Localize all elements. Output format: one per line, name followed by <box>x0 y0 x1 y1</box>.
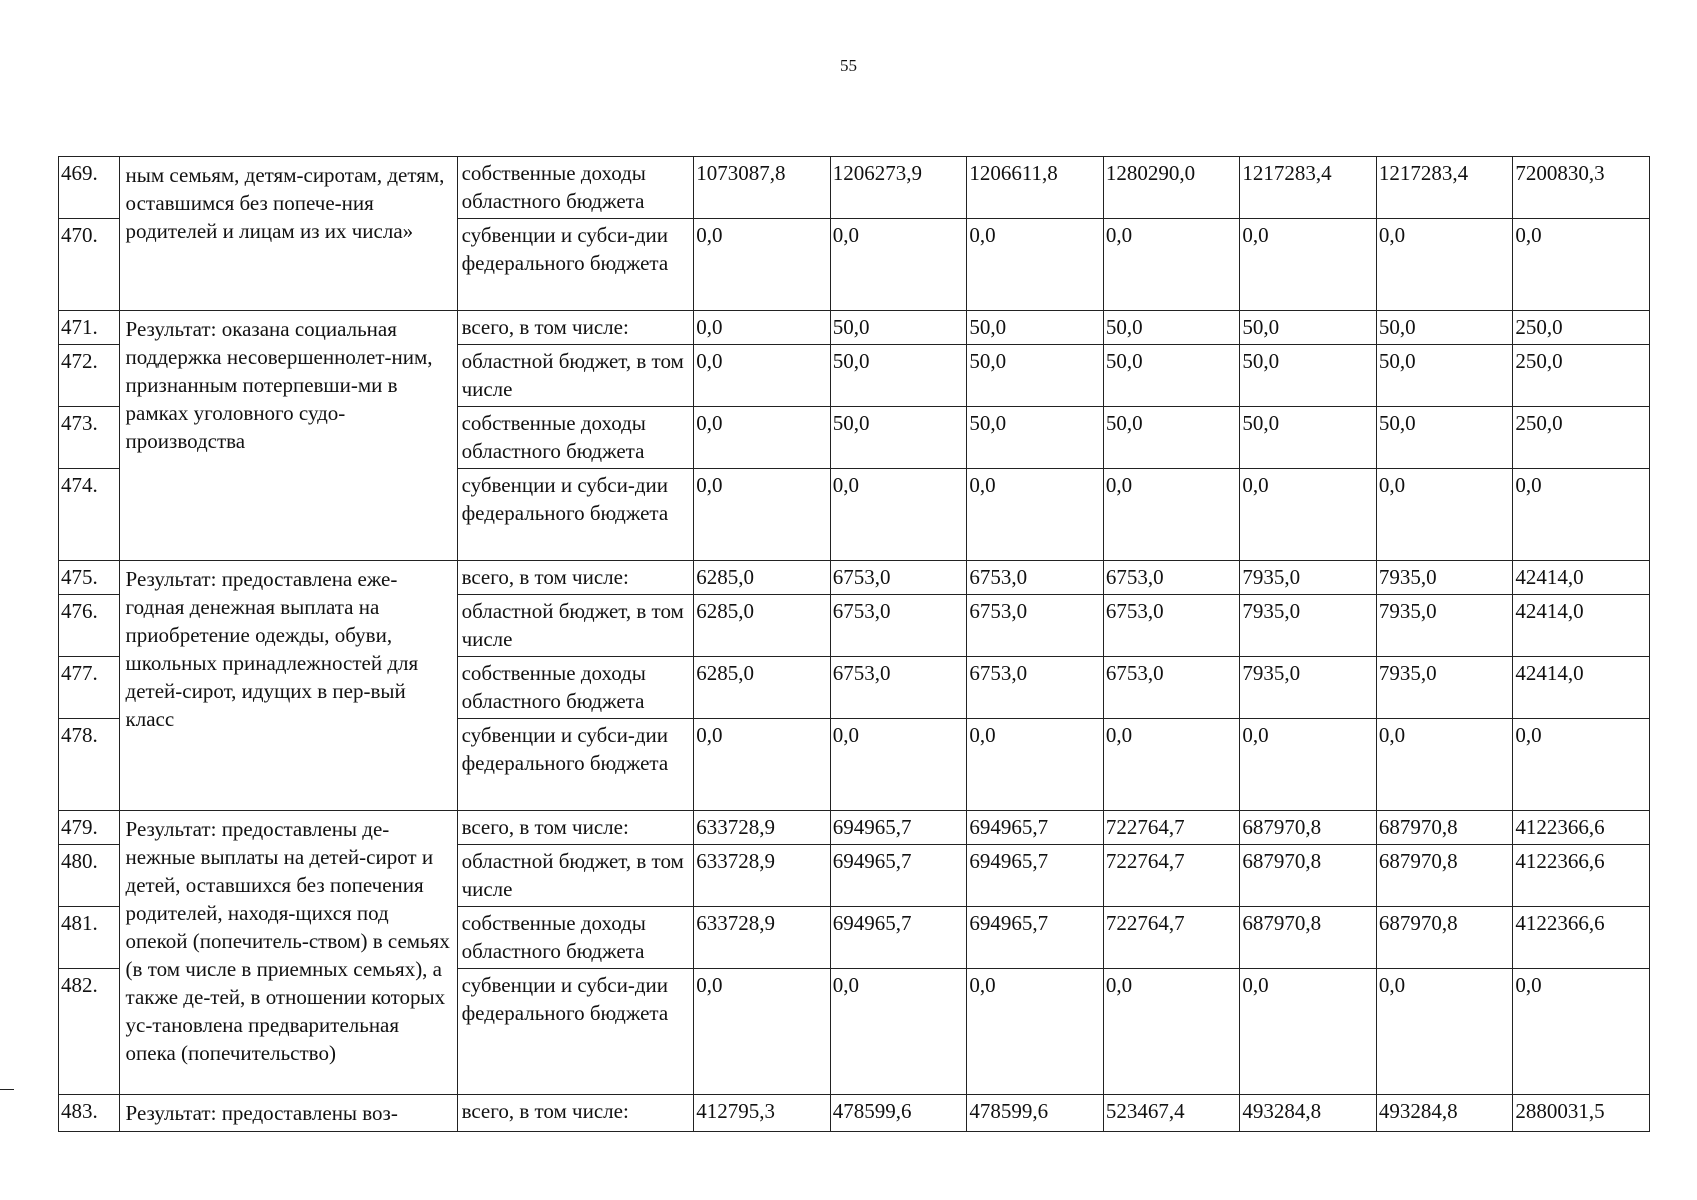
result-description: ным семьям, детям-сиротам, детям, оставшимся без попече-ния родителей и лицам из их числа» <box>119 157 457 311</box>
year-value-cell: 0,0 <box>694 719 831 811</box>
total-value-cell: 42414,0 <box>1513 657 1650 719</box>
row-number: 479. <box>59 811 120 845</box>
year-value-cell: 722764,7 <box>1103 907 1240 969</box>
year-value-cell: 523467,4 <box>1103 1095 1240 1132</box>
year-value-cell: 0,0 <box>967 719 1104 811</box>
year-value-cell: 6753,0 <box>967 657 1104 719</box>
year-value-cell: 694965,7 <box>830 845 967 907</box>
row-number: 482. <box>59 969 120 1095</box>
year-value-cell: 0,0 <box>1376 219 1513 311</box>
year-value-cell: 0,0 <box>830 969 967 1095</box>
year-value-cell: 6285,0 <box>694 595 831 657</box>
year-value-cell: 694965,7 <box>830 811 967 845</box>
page-number: 55 <box>840 56 857 75</box>
year-value-cell: 0,0 <box>830 469 967 561</box>
year-value-cell: 7935,0 <box>1240 561 1377 595</box>
year-value-cell: 7935,0 <box>1240 657 1377 719</box>
year-value-cell: 1073087,8 <box>694 157 831 219</box>
year-value-cell: 0,0 <box>694 969 831 1095</box>
year-value-cell: 50,0 <box>830 407 967 469</box>
row-number: 471. <box>59 311 120 345</box>
funding-source: субвенции и субси-дии федерального бюджета <box>457 469 694 561</box>
year-value-cell: 1217283,4 <box>1240 157 1377 219</box>
row-number: 473. <box>59 407 120 469</box>
year-value-cell: 0,0 <box>694 469 831 561</box>
total-value-cell: 0,0 <box>1513 469 1650 561</box>
year-value-cell: 6753,0 <box>967 561 1104 595</box>
total-value-cell: 0,0 <box>1513 219 1650 311</box>
year-value-cell: 722764,7 <box>1103 845 1240 907</box>
year-value-cell: 50,0 <box>967 407 1104 469</box>
row-number: 474. <box>59 469 120 561</box>
funding-source: собственные доходы областного бюджета <box>457 907 694 969</box>
total-value-cell: 42414,0 <box>1513 561 1650 595</box>
year-value-cell: 7935,0 <box>1376 561 1513 595</box>
result-description: Результат: предоставлены воз- <box>119 1095 457 1132</box>
year-value-cell: 1217283,4 <box>1376 157 1513 219</box>
year-value-cell: 0,0 <box>1240 719 1377 811</box>
year-value-cell: 50,0 <box>1376 345 1513 407</box>
total-value-cell: 0,0 <box>1513 969 1650 1095</box>
funding-source: субвенции и субси-дии федерального бюджета <box>457 219 694 311</box>
year-value-cell: 50,0 <box>1376 311 1513 345</box>
funding-source: всего, в том числе: <box>457 1095 694 1132</box>
result-description: Результат: предоставлены де-нежные выплаты на детей-сирот и детей, оставшихся без попечения родителей, находя-щихся под опекой (попечитель-ством) в семьях (в том числе в приемных семьях), а также де-тей, в отношении которых ус-тановлена предварительная опека (попечительство) <box>119 811 457 1095</box>
funding-source: всего, в том числе: <box>457 561 694 595</box>
year-value-cell: 0,0 <box>694 345 831 407</box>
total-value-cell: 250,0 <box>1513 311 1650 345</box>
table-row <box>59 311 1650 345</box>
funding-source: субвенции и субси-дии федерального бюджета <box>457 719 694 811</box>
year-value-cell: 493284,8 <box>1240 1095 1377 1132</box>
year-value-cell: 6753,0 <box>1103 657 1240 719</box>
row-number: 481. <box>59 907 120 969</box>
total-value-cell: 250,0 <box>1513 407 1650 469</box>
row-number: 478. <box>59 719 120 811</box>
row-number: 477. <box>59 657 120 719</box>
total-value-cell: 42414,0 <box>1513 595 1650 657</box>
row-number: 472. <box>59 345 120 407</box>
funding-source: всего, в том числе: <box>457 311 694 345</box>
year-value-cell: 0,0 <box>694 219 831 311</box>
year-value-cell: 694965,7 <box>967 845 1104 907</box>
year-value-cell: 50,0 <box>1240 311 1377 345</box>
year-value-cell: 0,0 <box>1103 719 1240 811</box>
year-value-cell: 6285,0 <box>694 657 831 719</box>
year-value-cell: 0,0 <box>1376 969 1513 1095</box>
total-value-cell: 4122366,6 <box>1513 907 1650 969</box>
year-value-cell: 6753,0 <box>967 595 1104 657</box>
year-value-cell: 6753,0 <box>1103 561 1240 595</box>
year-value-cell: 0,0 <box>1376 469 1513 561</box>
year-value-cell: 0,0 <box>694 311 831 345</box>
total-value-cell: 0,0 <box>1513 719 1650 811</box>
year-value-cell: 50,0 <box>967 345 1104 407</box>
year-value-cell: 0,0 <box>1103 969 1240 1095</box>
row-number: 480. <box>59 845 120 907</box>
funding-source: собственные доходы областного бюджета <box>457 157 694 219</box>
funding-source: областной бюджет, в том числе <box>457 845 694 907</box>
total-value-cell: 4122366,6 <box>1513 811 1650 845</box>
year-value-cell: 1280290,0 <box>1103 157 1240 219</box>
row-number: 475. <box>59 561 120 595</box>
row-number: 483. <box>59 1095 120 1132</box>
year-value-cell: 1206273,9 <box>830 157 967 219</box>
year-value-cell: 493284,8 <box>1376 1095 1513 1132</box>
table-row <box>59 811 1650 845</box>
row-number: 470. <box>59 219 120 311</box>
year-value-cell: 7935,0 <box>1376 595 1513 657</box>
year-value-cell: 412795,3 <box>694 1095 831 1132</box>
budget-table <box>58 156 1650 1132</box>
year-value-cell: 6285,0 <box>694 561 831 595</box>
result-description: Результат: предоставлена еже-годная денежная выплата на приобретение одежды, обуви, школьных принадлежностей для детей-сирот, идущих в пер-вый класс <box>119 561 457 811</box>
year-value-cell: 0,0 <box>967 469 1104 561</box>
year-value-cell: 0,0 <box>830 719 967 811</box>
year-value-cell: 0,0 <box>694 407 831 469</box>
result-description: Результат: оказана социальная поддержка несовершеннолет-ним, признанным потерпевши-ми в рамках уголовного судо-производства <box>119 311 457 561</box>
year-value-cell: 687970,8 <box>1240 845 1377 907</box>
year-value-cell: 633728,9 <box>694 811 831 845</box>
table-body <box>59 157 1650 1132</box>
year-value-cell: 687970,8 <box>1376 811 1513 845</box>
total-value-cell: 4122366,6 <box>1513 845 1650 907</box>
year-value-cell: 50,0 <box>1376 407 1513 469</box>
funding-source: областной бюджет, в том числе <box>457 345 694 407</box>
year-value-cell: 0,0 <box>1240 469 1377 561</box>
year-value-cell: 0,0 <box>967 219 1104 311</box>
year-value-cell: 50,0 <box>1240 345 1377 407</box>
year-value-cell: 687970,8 <box>1376 845 1513 907</box>
funding-source: всего, в том числе: <box>457 811 694 845</box>
year-value-cell: 687970,8 <box>1376 907 1513 969</box>
year-value-cell: 722764,7 <box>1103 811 1240 845</box>
table-row <box>59 561 1650 595</box>
year-value-cell: 7935,0 <box>1376 657 1513 719</box>
year-value-cell: 6753,0 <box>830 595 967 657</box>
year-value-cell: 50,0 <box>967 311 1104 345</box>
year-value-cell: 6753,0 <box>830 561 967 595</box>
total-value-cell: 7200830,3 <box>1513 157 1650 219</box>
year-value-cell: 50,0 <box>1103 407 1240 469</box>
year-value-cell: 694965,7 <box>967 907 1104 969</box>
year-value-cell: 50,0 <box>830 345 967 407</box>
total-value-cell: 2880031,5 <box>1513 1095 1650 1132</box>
year-value-cell: 0,0 <box>830 219 967 311</box>
year-value-cell: 633728,9 <box>694 845 831 907</box>
year-value-cell: 687970,8 <box>1240 907 1377 969</box>
year-value-cell: 687970,8 <box>1240 811 1377 845</box>
funding-source: собственные доходы областного бюджета <box>457 407 694 469</box>
funding-source: субвенции и субси-дии федерального бюджета <box>457 969 694 1095</box>
year-value-cell: 0,0 <box>1376 719 1513 811</box>
year-value-cell: 0,0 <box>1103 219 1240 311</box>
row-number: 469. <box>59 157 120 219</box>
year-value-cell: 0,0 <box>1103 469 1240 561</box>
year-value-cell: 694965,7 <box>967 811 1104 845</box>
year-value-cell: 478599,6 <box>967 1095 1104 1132</box>
year-value-cell: 694965,7 <box>830 907 967 969</box>
year-value-cell: 0,0 <box>1240 969 1377 1095</box>
funding-source: областной бюджет, в том числе <box>457 595 694 657</box>
table-row <box>59 157 1650 219</box>
year-value-cell: 6753,0 <box>830 657 967 719</box>
total-value-cell: 250,0 <box>1513 345 1650 407</box>
year-value-cell: 478599,6 <box>830 1095 967 1132</box>
row-number: 476. <box>59 595 120 657</box>
year-value-cell: 0,0 <box>1240 219 1377 311</box>
year-value-cell: 7935,0 <box>1240 595 1377 657</box>
year-value-cell: 50,0 <box>1103 311 1240 345</box>
margin-mark <box>0 1089 14 1090</box>
year-value-cell: 50,0 <box>1240 407 1377 469</box>
year-value-cell: 50,0 <box>830 311 967 345</box>
table-row <box>59 1095 1650 1132</box>
year-value-cell: 1206611,8 <box>967 157 1104 219</box>
year-value-cell: 0,0 <box>967 969 1104 1095</box>
year-value-cell: 6753,0 <box>1103 595 1240 657</box>
year-value-cell: 633728,9 <box>694 907 831 969</box>
funding-source: собственные доходы областного бюджета <box>457 657 694 719</box>
year-value-cell: 50,0 <box>1103 345 1240 407</box>
